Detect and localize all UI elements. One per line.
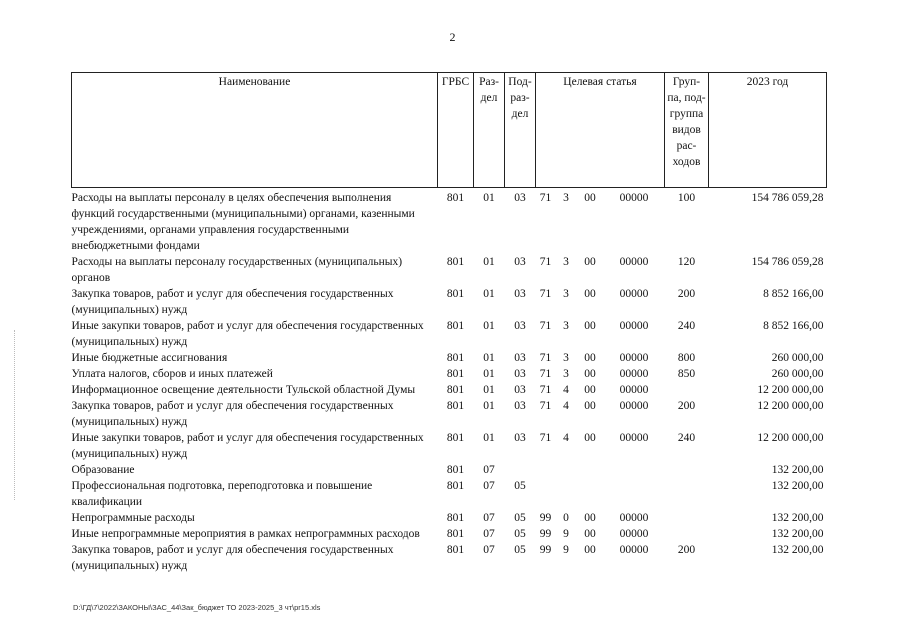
cell-t3: 00 [584, 320, 596, 332]
cell-vid: 800 [677, 352, 696, 364]
cell-sum: 132 200,00 [771, 480, 824, 492]
cell-t4: 00000 [619, 256, 649, 268]
col-header-name: Наименование [72, 73, 438, 188]
cell-t3: 00 [584, 368, 596, 380]
cell-name: Уплата налогов, сборов и иных платежей [71, 368, 273, 380]
cell-sum: 154 786 059,28 [751, 192, 824, 204]
cell-t4: 00000 [619, 192, 649, 204]
cell-vid [665, 462, 709, 478]
cell-vid [665, 526, 709, 542]
cell-t4: 00000 [619, 384, 649, 396]
cell-t1: 71 [539, 288, 552, 300]
cell-name: Образование [71, 464, 135, 476]
cell-t4: 00000 [619, 368, 649, 380]
cell-sum: 154 786 059,28 [751, 256, 824, 268]
cell-razdel: 07 [483, 528, 495, 540]
cell-sum: 12 200 000,00 [757, 384, 824, 396]
table-row [72, 462, 827, 478]
col-header-podrazdel: Под- раз- дел [505, 73, 536, 188]
cell-t4: 00000 [619, 544, 649, 556]
cell-t1: 71 [539, 320, 552, 332]
table-body [72, 188, 827, 575]
cell-t4: 00000 [619, 352, 649, 364]
cell-sum: 132 200,00 [771, 544, 824, 556]
cell-t4: 00000 [619, 400, 649, 412]
cell-t2: 0 [563, 512, 569, 524]
cell-t4: 00000 [619, 528, 649, 540]
cell-t1: 71 [539, 384, 552, 396]
cell-t3: 00 [584, 544, 596, 556]
cell-t2: 3 [563, 352, 569, 364]
col-header-year: 2023 год [709, 73, 827, 188]
table-row [72, 510, 827, 526]
cell-podrazdel: 03 [514, 320, 526, 332]
cell-grbs: 801 [446, 256, 465, 268]
cell-t1: 99 [539, 512, 552, 524]
col-header-razdel: Раз- дел [474, 73, 505, 188]
cell-grbs: 801 [446, 288, 465, 300]
cell-grbs: 801 [446, 352, 465, 364]
cell-t4 [604, 478, 665, 510]
cell-name: Непрограммные расходы [71, 512, 195, 524]
cell-grbs: 801 [446, 192, 465, 204]
cell-podrazdel: 05 [514, 512, 526, 524]
cell-sum: 12 200 000,00 [757, 400, 824, 412]
cell-grbs: 801 [446, 400, 465, 412]
cell-t4: 00000 [619, 432, 649, 444]
cell-name: Расходы на выплаты персоналу в целях обеспечения выполнения функций государственными (муниципальными) органами, казенными учреждениями, органами управления государственными внебюджетными фондами [71, 192, 415, 252]
col-header-vid: Груп- па, под- группа видов рас- ходов [665, 73, 709, 188]
cell-razdel: 07 [483, 512, 495, 524]
cell-t2: 4 [563, 400, 569, 412]
cell-sum: 260 000,00 [771, 368, 824, 380]
cell-t4: 00000 [619, 512, 649, 524]
cell-razdel: 01 [483, 288, 495, 300]
cell-t1: 71 [539, 400, 552, 412]
table-row [72, 430, 827, 462]
col-header-grbs: ГРБС [438, 73, 474, 188]
cell-name: Иные бюджетные ассигнования [71, 352, 228, 364]
cell-t2: 3 [563, 368, 569, 380]
cell-t3: 00 [584, 512, 596, 524]
cell-podrazdel: 03 [514, 192, 526, 204]
cell-razdel: 01 [483, 368, 495, 380]
cell-vid: 240 [677, 432, 696, 444]
col-header-target: Целевая статья [536, 73, 665, 188]
cell-grbs: 801 [446, 464, 465, 476]
file-path-footer: D:\ГД\7\2022\ЗАКОНЫ\ЗАС_44\Зак_бюджет ТО 2023-2025_3 чт\pr15.xls [73, 603, 321, 612]
cell-vid: 200 [677, 288, 696, 300]
cell-podrazdel: 05 [514, 528, 526, 540]
cell-razdel: 01 [483, 352, 495, 364]
cell-grbs: 801 [446, 384, 465, 396]
cell-t2: 4 [563, 432, 569, 444]
cell-t2 [556, 462, 577, 478]
cell-t1 [536, 462, 556, 478]
cell-sum: 8 852 166,00 [763, 320, 824, 332]
cell-sum: 8 852 166,00 [763, 288, 824, 300]
cell-t2: 9 [563, 544, 569, 556]
table-row [72, 382, 827, 398]
cell-podrazdel [505, 462, 536, 478]
cell-t1: 99 [539, 544, 552, 556]
table-row [72, 286, 827, 318]
cell-razdel: 07 [483, 480, 495, 492]
cell-podrazdel: 05 [514, 480, 526, 492]
cell-t2: 3 [563, 256, 569, 268]
cell-vid [665, 478, 709, 510]
cell-podrazdel: 03 [514, 368, 526, 380]
cell-name: Закупка товаров, работ и услуг для обеспечения государственных (муниципальных) нужд [71, 400, 394, 428]
cell-podrazdel: 03 [514, 432, 526, 444]
cell-razdel: 01 [483, 320, 495, 332]
cell-razdel: 01 [483, 432, 495, 444]
cell-name: Информационное освещение деятельности Тульской областной Думы [71, 384, 416, 396]
cell-vid: 200 [677, 544, 696, 556]
cell-t1: 71 [539, 192, 552, 204]
cell-razdel: 07 [483, 464, 495, 476]
cell-podrazdel: 03 [514, 400, 526, 412]
cell-t3: 00 [584, 256, 596, 268]
cell-name: Расходы на выплаты персоналу государственных (муниципальных) органов [71, 256, 403, 284]
header-row [72, 73, 827, 188]
cell-name: Профессиональная подготовка, переподготовка и повышение квалификации [71, 480, 373, 508]
cell-t4: 00000 [619, 320, 649, 332]
cell-t3: 00 [584, 352, 596, 364]
cell-name: Закупка товаров, работ и услуг для обеспечения государственных (муниципальных) нужд [71, 288, 394, 316]
cell-name: Иные закупки товаров, работ и услуг для обеспечения государственных (муниципальных) нужд [71, 320, 424, 348]
cell-razdel: 01 [483, 400, 495, 412]
cell-t3 [577, 478, 604, 510]
cell-podrazdel: 03 [514, 352, 526, 364]
cell-grbs: 801 [446, 432, 465, 444]
cell-grbs: 801 [446, 528, 465, 540]
cell-t3: 00 [584, 432, 596, 444]
cell-sum: 132 200,00 [771, 512, 824, 524]
cell-podrazdel: 03 [514, 288, 526, 300]
cell-razdel: 07 [483, 544, 495, 556]
cell-t1: 71 [539, 368, 552, 380]
cell-podrazdel: 03 [514, 384, 526, 396]
cell-t3 [577, 462, 604, 478]
table-row [72, 350, 827, 366]
cell-t1: 71 [539, 256, 552, 268]
cell-podrazdel: 03 [514, 256, 526, 268]
cell-t2: 3 [563, 320, 569, 332]
cell-t3: 00 [584, 192, 596, 204]
cell-razdel: 01 [483, 384, 495, 396]
cell-t2: 9 [563, 528, 569, 540]
cell-t3: 00 [584, 384, 596, 396]
cell-t2: 3 [563, 288, 569, 300]
cell-t1: 71 [539, 352, 552, 364]
table-row [72, 254, 827, 286]
page-number: 2 [449, 30, 456, 44]
cell-vid: 120 [677, 256, 696, 268]
cell-t2: 4 [563, 384, 569, 396]
cell-t1: 71 [539, 432, 552, 444]
cell-t3: 00 [584, 400, 596, 412]
cell-t4: 00000 [619, 288, 649, 300]
cell-name: Иные закупки товаров, работ и услуг для обеспечения государственных (муниципальных) нужд [71, 432, 424, 460]
cell-grbs: 801 [446, 544, 465, 556]
cell-name: Закупка товаров, работ и услуг для обеспечения государственных (муниципальных) нужд [71, 544, 394, 572]
scan-artifact [14, 330, 17, 500]
cell-razdel: 01 [483, 192, 495, 204]
cell-t1 [536, 478, 556, 510]
table-row [72, 188, 827, 255]
table-row [72, 542, 827, 574]
cell-t2: 3 [563, 192, 569, 204]
cell-vid [665, 382, 709, 398]
cell-grbs: 801 [446, 480, 465, 492]
cell-razdel: 01 [483, 256, 495, 268]
cell-t3: 00 [584, 288, 596, 300]
budget-table [71, 72, 827, 574]
cell-sum: 260 000,00 [771, 352, 824, 364]
cell-sum: 132 200,00 [771, 464, 824, 476]
cell-name: Иные непрограммные мероприятия в рамках непрограммных расходов [71, 528, 420, 540]
table-row [72, 478, 827, 510]
cell-vid: 240 [677, 320, 696, 332]
table-row [72, 398, 827, 430]
cell-t3: 00 [584, 528, 596, 540]
cell-t4 [604, 462, 665, 478]
cell-sum: 12 200 000,00 [757, 432, 824, 444]
table-row [72, 526, 827, 542]
cell-grbs: 801 [446, 320, 465, 332]
cell-t2 [556, 478, 577, 510]
table-row [72, 366, 827, 382]
cell-vid: 200 [677, 400, 696, 412]
cell-grbs: 801 [446, 512, 465, 524]
cell-grbs: 801 [446, 368, 465, 380]
cell-podrazdel: 05 [514, 544, 526, 556]
table-row [72, 318, 827, 350]
cell-t1: 99 [539, 528, 552, 540]
cell-vid [665, 510, 709, 526]
cell-vid: 850 [677, 368, 696, 380]
cell-sum: 132 200,00 [771, 528, 824, 540]
cell-vid: 100 [677, 192, 696, 204]
